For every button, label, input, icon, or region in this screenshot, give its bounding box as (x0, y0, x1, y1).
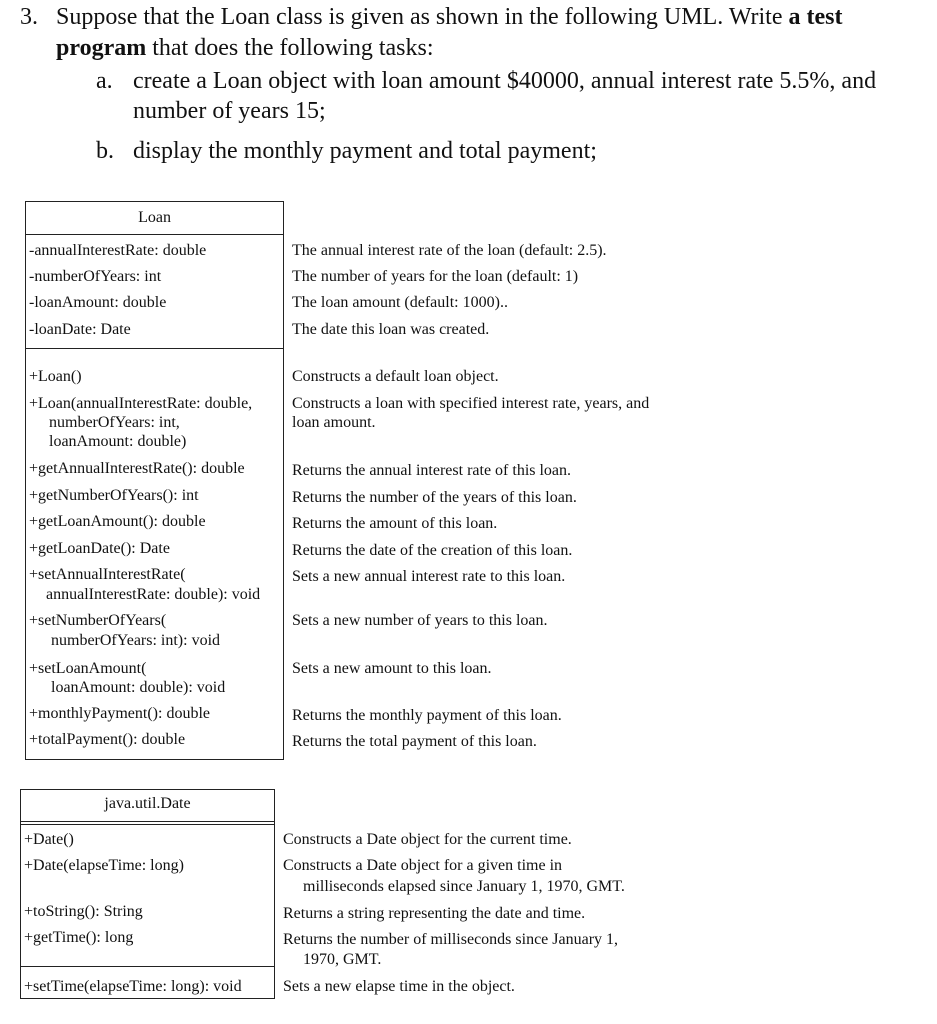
task-b-line-1: display the monthly payment and total payment; (133, 138, 597, 164)
loan-title-divider (26, 234, 283, 235)
question-line-2-bold: program (56, 35, 147, 61)
date-method-sig: +getTime(): long (24, 929, 134, 946)
date-method-desc: Constructs a Date object for a given time in (283, 857, 563, 874)
date-class-title: java.util.Date (104, 795, 191, 812)
question-line-2 (56, 33, 434, 64)
loan-method-sig: +getLoanAmount(): double (29, 513, 206, 530)
loan-method-sig-cont: loanAmount: double) (49, 433, 187, 450)
loan-field-desc: The annual interest rate of the loan (default: 2.5). (292, 242, 607, 259)
loan-method-desc: Returns the number of the years of this loan. (292, 489, 577, 506)
task-a-line-1: create a Loan object with loan amount $40000, annual interest rate 5.5%, and (133, 68, 877, 94)
loan-method-sig: +getAnnualInterestRate(): double (29, 460, 245, 477)
loan-method-sig-cont: annualInterestRate: double): void (46, 586, 261, 603)
loan-method-desc: Sets a new amount to this loan. (292, 660, 492, 677)
loan-field-desc: The number of years for the loan (default: 1) (292, 268, 579, 285)
task-b-marker: b. (96, 138, 114, 164)
loan-field-sig: -annualInterestRate: double (29, 242, 207, 259)
date-method-desc: Sets a new elapse time in the object. (283, 978, 515, 995)
task-a-line-2: number of years 15; (133, 98, 326, 124)
loan-fields-divider (26, 348, 283, 349)
date-method-desc-cont: 1970, GMT. (303, 951, 382, 968)
date-methods-divider (21, 966, 274, 967)
date-method-desc: Constructs a Date object for the current time. (283, 831, 572, 848)
loan-method-desc: Returns the total payment of this loan. (292, 733, 537, 750)
date-method-sig: +Date() (24, 831, 74, 848)
loan-method-sig: +setNumberOfYears( (29, 612, 167, 629)
loan-field-desc: The loan amount (default: 1000).. (292, 294, 508, 311)
loan-method-sig-cont: loanAmount: double): void (51, 679, 226, 696)
date-method-desc: Returns a string representing the date and time. (283, 905, 586, 922)
loan-method-desc: Constructs a loan with specified interest rate, years, and (292, 395, 650, 412)
date-method-sig: +setTime(elapseTime: long): void (24, 978, 242, 995)
loan-method-desc: Returns the annual interest rate of this loan. (292, 462, 572, 479)
loan-method-sig: +Loan() (29, 368, 82, 385)
loan-method-desc: Returns the monthly payment of this loan. (292, 707, 562, 724)
date-method-desc-cont: milliseconds elapsed since January 1, 1970, GMT. (303, 878, 625, 895)
question-number: 3. (20, 4, 38, 30)
loan-class-title: Loan (138, 209, 171, 226)
question-line-1-bold: a test (788, 4, 843, 30)
loan-method-desc: Sets a new number of years to this loan. (292, 612, 548, 629)
loan-method-sig-cont: numberOfYears: int): void (51, 632, 221, 649)
loan-method-sig: +getNumberOfYears(): int (29, 487, 199, 504)
loan-method-desc-cont: loan amount. (292, 414, 376, 431)
loan-method-desc: Constructs a default loan object. (292, 368, 499, 385)
loan-method-sig: +getLoanDate(): Date (29, 540, 170, 557)
loan-field-sig: -loanAmount: double (29, 294, 167, 311)
loan-field-sig: -loanDate: Date (29, 321, 131, 338)
loan-method-sig: +monthlyPayment(): double (29, 705, 210, 722)
loan-field-desc: The date this loan was created. (292, 321, 490, 338)
date-method-sig: +Date(elapseTime: long) (24, 857, 184, 874)
task-a-marker: a. (96, 68, 113, 94)
loan-method-sig: +Loan(annualInterestRate: double, (29, 395, 253, 412)
loan-field-sig: -numberOfYears: int (29, 268, 162, 285)
loan-method-sig: +setLoanAmount( (29, 660, 147, 677)
date-method-sig: +toString(): String (24, 903, 143, 920)
loan-method-sig: +totalPayment(): double (29, 731, 186, 748)
date-uml-class-box (20, 789, 275, 999)
loan-method-sig-cont: numberOfYears: int, (49, 414, 180, 431)
question-line-1-text: Suppose that the Loan class is given as shown in the following UML. Write (56, 4, 783, 30)
date-title-divider (21, 821, 274, 822)
question-line-1 (56, 2, 842, 33)
loan-method-desc: Sets a new annual interest rate to this loan. (292, 568, 566, 585)
date-method-desc: Returns the number of milliseconds since January 1, (283, 931, 619, 948)
date-fields-divider (21, 824, 274, 825)
loan-method-desc: Returns the amount of this loan. (292, 515, 498, 532)
loan-method-desc: Returns the date of the creation of this loan. (292, 542, 573, 559)
loan-method-sig: +setAnnualInterestRate( (29, 566, 186, 583)
question-line-2-text: that does the following tasks: (152, 35, 434, 61)
